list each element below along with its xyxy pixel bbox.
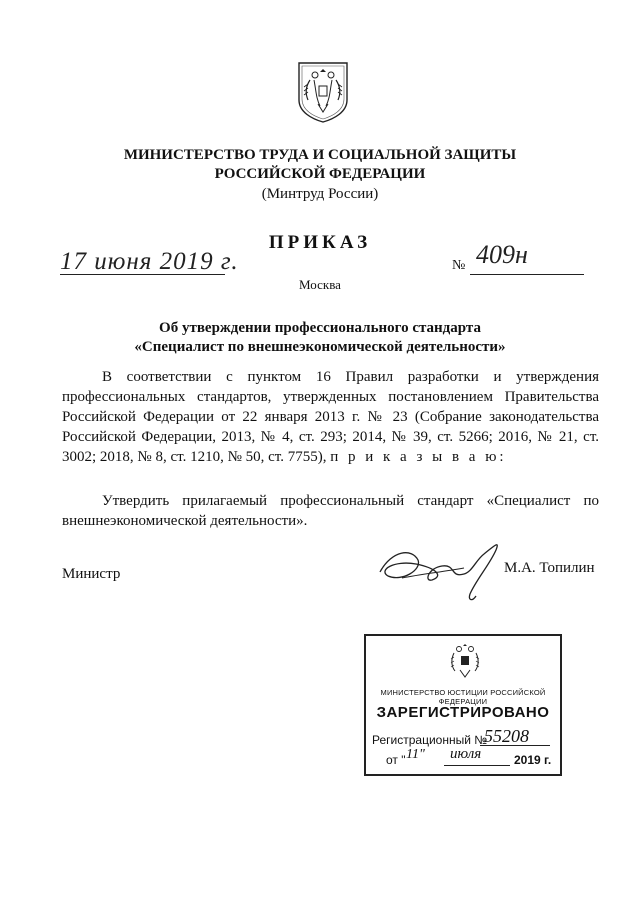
double-headed-eagle-icon <box>296 60 350 124</box>
body-paragraph-2: Утвердить прилагаемый профессиональный стандарт «Специалист по внешнеэкономической деятельности». <box>62 493 599 529</box>
stamp-registered-label: ЗАРЕГИСТРИРОВАНО <box>376 704 550 721</box>
registration-year: 2019 г. <box>514 753 552 767</box>
ministry-header <box>0 146 640 204</box>
minister-name: М.А. Топилин <box>504 560 595 576</box>
registration-number-label: Регистрационный № <box>372 733 488 747</box>
registration-day-value <box>406 747 425 763</box>
registration-number-value: 55208 <box>484 726 529 746</box>
registration-number-underline <box>480 745 550 746</box>
registration-day-number: 11 <box>406 747 419 762</box>
date-underline <box>60 274 225 275</box>
body-paragraph-1 <box>62 367 599 467</box>
stamp-organization: МИНИСТЕРСТВО ЮСТИЦИИ РОССИЙСКОЙ ФЕДЕРАЦИИ <box>380 688 546 706</box>
handwritten-signature-icon <box>372 530 512 610</box>
order-directive: п р и к а з ы в а ю: <box>330 449 507 465</box>
order-number-sign: № <box>452 258 466 273</box>
subject-line1: Об утверждении профессионального стандарта <box>159 320 481 336</box>
registration-month-value: июля <box>450 746 482 762</box>
registration-date-from-label: от " <box>386 753 406 767</box>
stamp-eagle-icon <box>448 642 482 680</box>
registration-stamp <box>364 634 562 776</box>
order-date-handwritten: 17 июня 2019 г. <box>60 248 239 275</box>
ministry-name-line2: РОССИЙСКОЙ ФЕДЕРАЦИИ <box>214 166 426 182</box>
coat-of-arms-emblem <box>296 60 350 124</box>
order-body <box>62 367 599 531</box>
document-title: ПРИКАЗ <box>268 232 372 253</box>
order-number-handwritten: 409н <box>476 240 528 269</box>
registration-day-close-quote: " <box>418 747 425 762</box>
minister-title: Министр <box>62 566 121 582</box>
ministry-name-line1: МИНИСТЕРСТВО ТРУДА И СОЦИАЛЬНОЙ ЗАЩИТЫ <box>123 147 517 163</box>
city-name: Москва <box>299 277 341 292</box>
number-underline <box>470 274 584 275</box>
registration-month-underline <box>444 765 510 766</box>
body-paragraph-1-text: В соответствии с пунктом 16 Правил разработки и утверждения профессиональных стандартов, утвержденных постановлением Правительства Российской Федерации от 22 января 2013 г. № 23 (Собрание законодательства Российской Федерации, 2013, № 4, ст. 293; 2014, № 39, ст. 5266; 2016, № 21, ст. 3002; 2018, № 8, ст. 1210, № 50, ст. 7755), <box>62 369 599 465</box>
order-subject <box>0 319 640 357</box>
subject-line2: «Специалист по внешнеэкономической деятельности» <box>134 339 506 355</box>
ministry-short-name: (Минтруд России) <box>261 186 379 202</box>
